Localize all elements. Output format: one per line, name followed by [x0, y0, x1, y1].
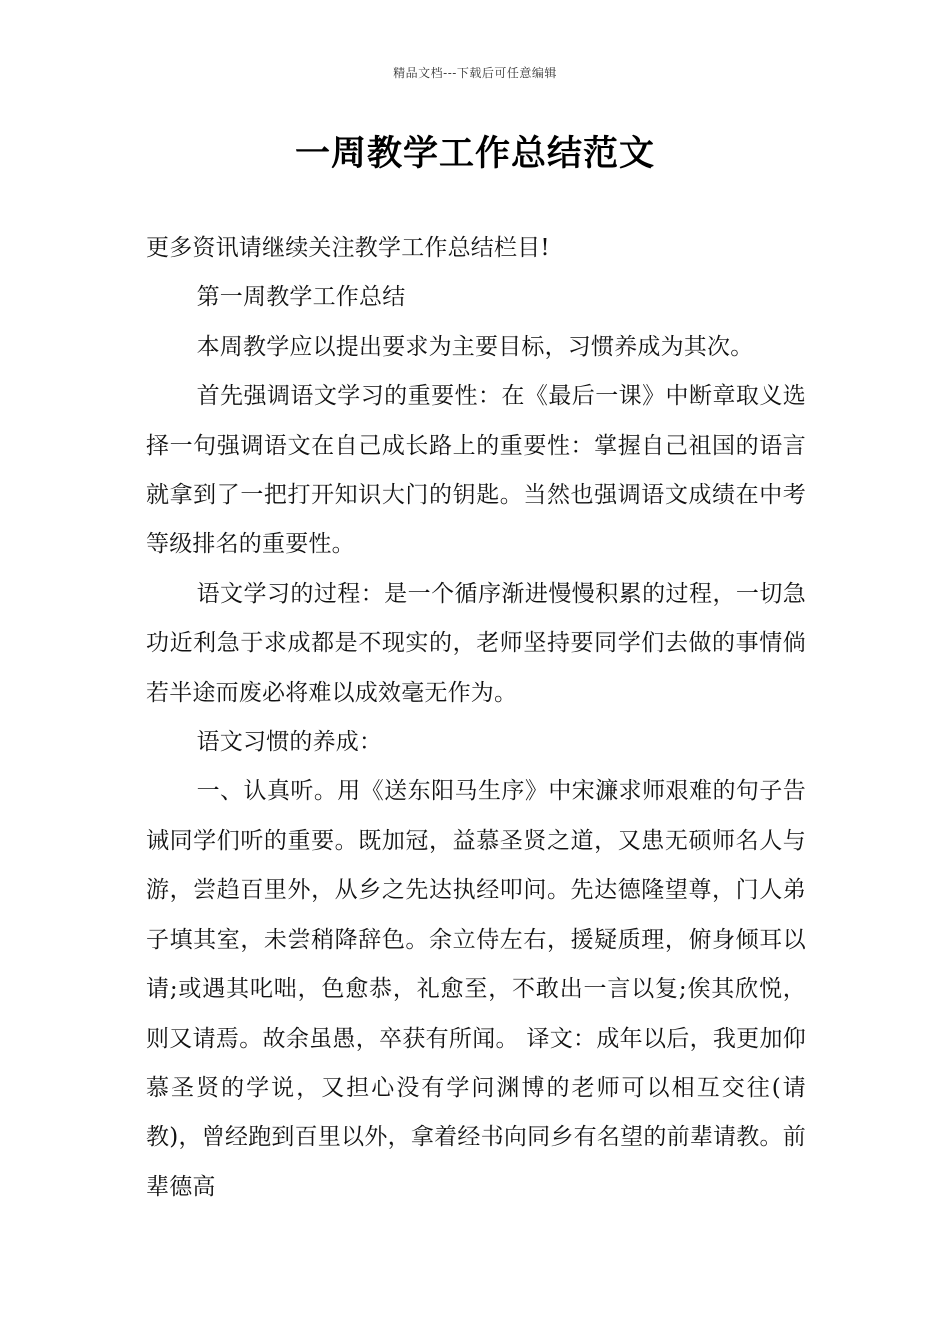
- paragraph-process: 语文学习的过程：是一个循序渐进慢慢积累的过程，一切急功近利急于求成都是不现实的，老师坚持要同学们去做的事情倘若半途而废必将难以成效毫无作为。: [146, 580, 806, 706]
- paragraph-habits-heading: 语文习惯的养成：: [196, 729, 383, 756]
- document-body: [146, 224, 806, 1212]
- paragraph-goal: 本周教学应以提出要求为主要目标，习惯养成为其次。: [196, 333, 754, 360]
- header-note: 精品文档---下载后可任意编辑: [393, 66, 557, 80]
- paragraph-week-heading: 第一周教学工作总结: [196, 284, 406, 311]
- document-title: 一周教学工作总结范文: [294, 134, 655, 174]
- paragraph-importance: 首先强调语文学习的重要性：在《最后一课》中断章取义选择一句强调语文在自己成长路上的重要性：掌握自己祖国的语言就拿到了一把打开知识大门的钥匙。当然也强调语文成绩在中考等级排名的重要性。: [146, 383, 806, 558]
- paragraph-listen: 一、认真听。用《送东阳马生序》中宋濂求师艰难的句子告诫同学们听的重要。既加冠，益慕圣贤之道，又患无硕师名人与游，尝趋百里外，从乡之先达执经叩问。先达德隆望尊，门人弟子填其室，未尝稍降辞色。余立侍左右，援疑质理，俯身倾耳以请;或遇其叱咄，色愈恭，礼愈至，不敢出一言以复;俟其欣悦，则又请焉。故余虽愚，卒获有所闻。 译文：成年以后，我更加仰慕圣贤的学说，又担心没有学问渊博的老师可以相互交往(请教)，曾经跑到百里以外，拿着经书向同乡有名望的前辈请教。前辈德高: [146, 778, 806, 1200]
- paragraph-intro: 更多资讯请继续关注教学工作总结栏目!: [146, 235, 550, 261]
